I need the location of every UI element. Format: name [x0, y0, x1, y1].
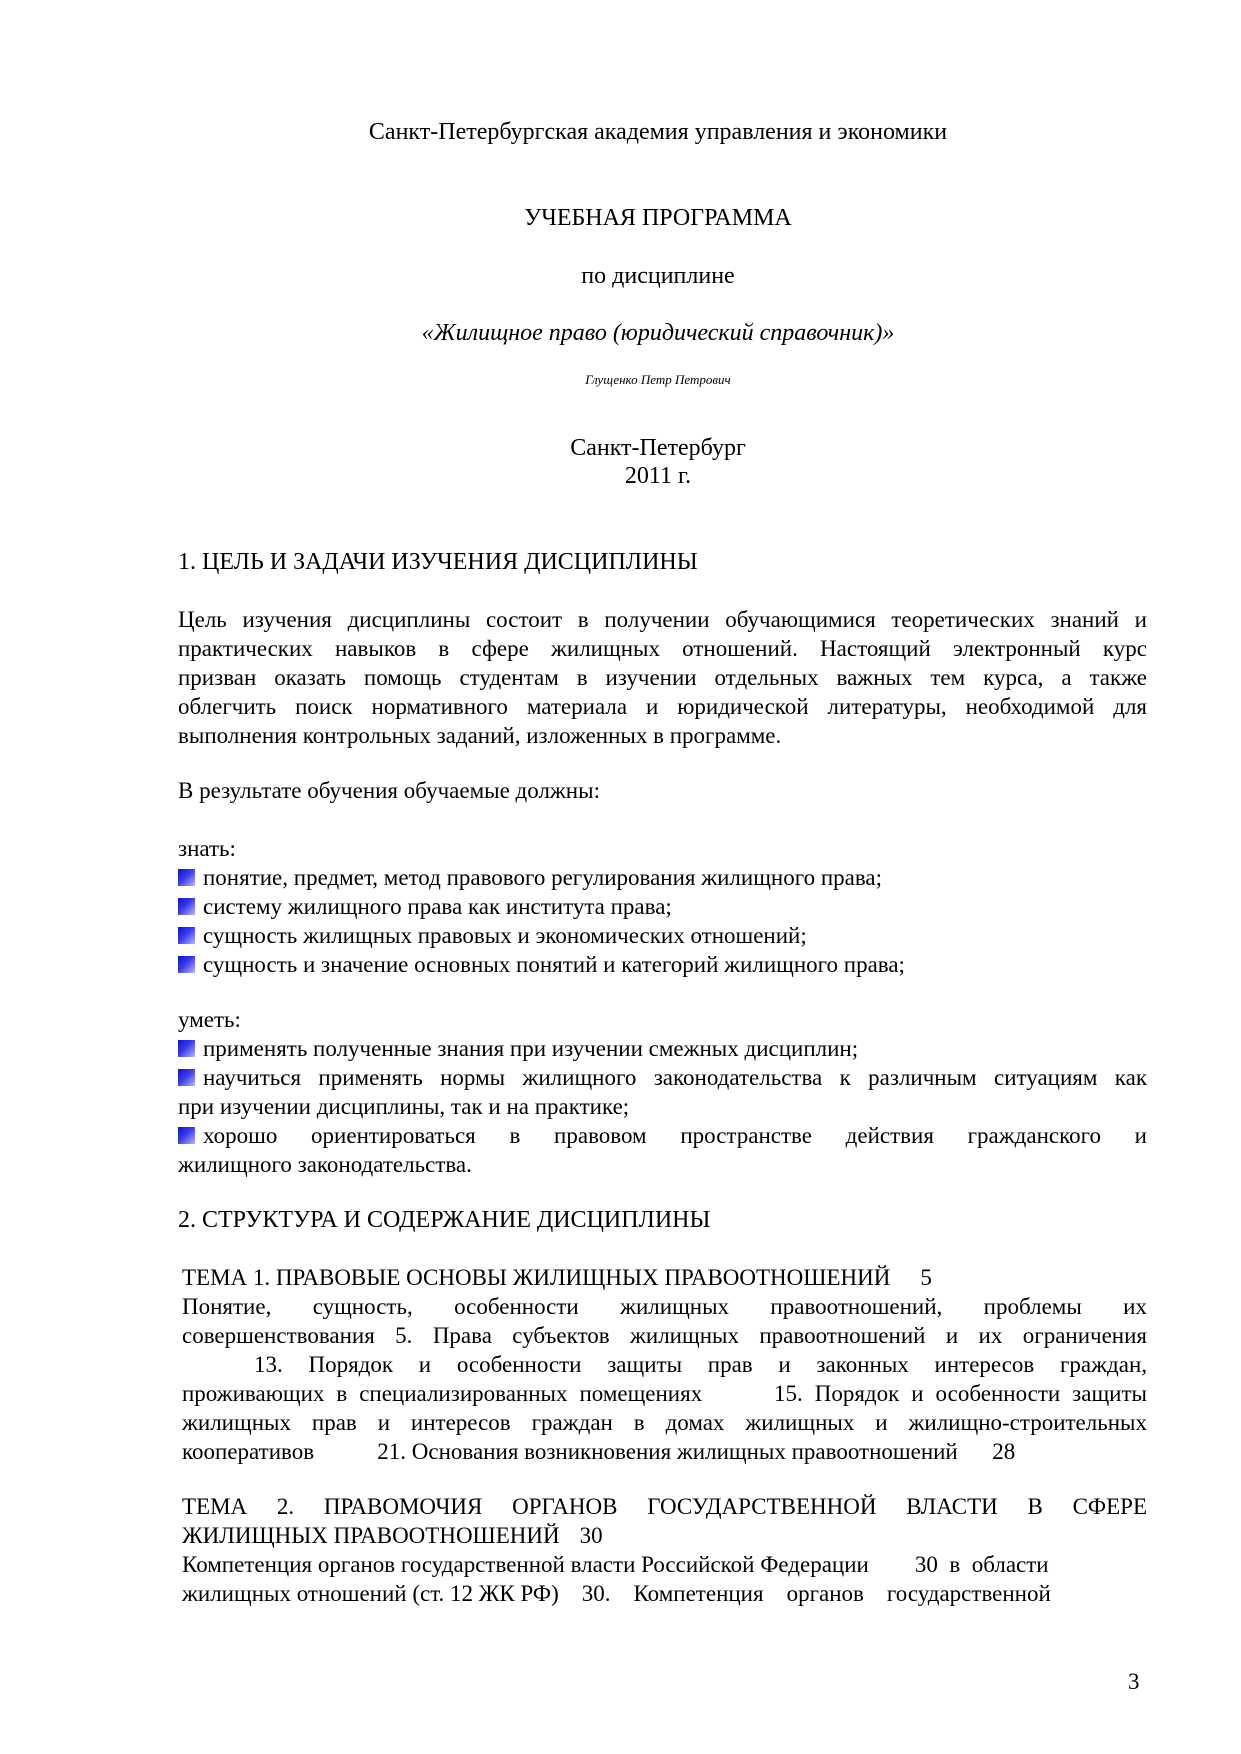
list-item-continuation: жилищного законодательства.	[178, 1152, 472, 1177]
list-item-text: применять полученные знания при изучении смежных дисциплин;	[203, 1036, 859, 1061]
topic1-line: проживающих в специализированных помещениях 15. Порядок и особенности защиты	[182, 1381, 1147, 1406]
institution-name: Санкт-Петербургская академия управления и экономики	[368, 119, 948, 145]
bullet-square-icon	[178, 927, 195, 944]
bullet-square-icon	[178, 898, 195, 915]
know-list	[178, 834, 1147, 979]
goal-line: облегчить поиск нормативного материала и юридической литературы, необходимой для	[178, 694, 1147, 719]
bullet-square-icon	[178, 1127, 195, 1144]
goal-paragraph	[178, 605, 1147, 750]
know-label: знать:	[178, 836, 236, 861]
goal-line: практических навыков в сфере жилищных отношений. Настоящий электронный курс	[178, 636, 1147, 661]
topic2-title-row	[182, 1521, 1147, 1550]
list-item-text: систему жилищного права как института права;	[203, 894, 672, 919]
year: 2011 г.	[624, 463, 692, 489]
goal-line: Цель изучения дисциплины состоит в получении обучающимися теоретических знаний и	[178, 607, 1147, 632]
goal-line: выполнения контрольных заданий, изложенных в программе.	[178, 723, 782, 748]
topic1-line: совершенствования 5. Права субъектов жилищных правоотношений и их ограничения	[182, 1323, 1147, 1348]
list-item-text: понятие, предмет, метод правового регулирования жилищного права;	[203, 865, 883, 890]
topic1-line: жилищных прав и интересов граждан в домах жилищных и жилищно-строительных	[182, 1410, 1147, 1435]
goal-line: призван оказать помощь студентам в изучении отдельных важных тем курса, а также	[178, 665, 1147, 690]
topic2-title: ТЕМА 2. ПРАВОМОЧИЯ ОРГАНОВ ГОСУДАРСТВЕННОЙ ВЛАСТИ В СФЕРЕ	[182, 1494, 1147, 1519]
list-item	[178, 1121, 1147, 1150]
list-item	[178, 1063, 1147, 1092]
bullet-square-icon	[178, 956, 195, 973]
list-item-text: сущность жилищных правовых и экономических отношений;	[203, 923, 807, 948]
topic2-title-cont: ЖИЛИЩНЫХ ПРАВООТНОШЕНИЙ	[182, 1523, 560, 1548]
topic1-line: кооперативов 21. Основания возникновения жилищных правоотношений 28	[182, 1439, 1016, 1464]
discipline-name: «Жилищное право (юридический справочник)»	[421, 320, 895, 346]
list-item-continuation: при изучении дисциплины, так и на практике;	[178, 1094, 630, 1119]
discipline-prefix: по дисциплине	[581, 263, 735, 289]
topic1-title-row	[182, 1263, 1147, 1292]
topic2-line: жилищных отношений (ст. 12 ЖК РФ) 30. Компетенция органов государственной	[182, 1581, 1051, 1606]
list-item-text: научиться применять нормы жилищного законодательства к различным ситуациям как	[203, 1065, 1147, 1090]
list-item	[178, 950, 1147, 979]
topic1-block	[182, 1263, 1147, 1466]
bullet-square-icon	[178, 1069, 195, 1086]
list-item	[178, 921, 1147, 950]
city: Санкт-Петербург	[570, 435, 746, 461]
list-item-text: хорошо ориентироваться в правовом пространстве действия гражданского и	[203, 1123, 1147, 1148]
results-intro: В результате обучения обучаемые должны:	[178, 778, 600, 803]
section1-heading: 1. ЦЕЛЬ И ЗАДАЧИ ИЗУЧЕНИЯ ДИСЦИПЛИНЫ	[178, 549, 698, 575]
topic1-page: 5	[920, 1265, 932, 1290]
author-name: Глущенко Петр Петрович	[585, 372, 731, 387]
list-item	[178, 892, 1147, 921]
section2-heading: 2. СТРУКТУРА И СОДЕРЖАНИЕ ДИСЦИПЛИНЫ	[178, 1207, 711, 1233]
topic2-block	[182, 1492, 1147, 1608]
topic1-line: 13. Порядок и особенности защиты прав и законных интересов граждан,	[254, 1352, 1147, 1377]
topic2-page: 30	[579, 1523, 603, 1548]
topic1-line: Понятие, сущность, особенности жилищных правоотношений, проблемы их	[182, 1294, 1147, 1319]
list-item	[178, 863, 1147, 892]
can-label: уметь:	[178, 1007, 241, 1032]
can-list	[178, 1005, 1147, 1179]
bullet-square-icon	[178, 1040, 195, 1057]
topic2-line: Компетенция органов государственной власти Российской Федерации 30 в области	[182, 1552, 1049, 1577]
list-item	[178, 1034, 1147, 1063]
doc-title: УЧЕБНАЯ ПРОГРАММА	[524, 205, 792, 231]
topic1-title: ТЕМА 1. ПРАВОВЫЕ ОСНОВЫ ЖИЛИЩНЫХ ПРАВООТНОШЕНИЙ	[182, 1265, 891, 1290]
bullet-square-icon	[178, 869, 195, 886]
list-item-text: сущность и значение основных понятий и категорий жилищного права;	[203, 952, 905, 977]
page-number: 3	[1128, 1669, 1140, 1694]
